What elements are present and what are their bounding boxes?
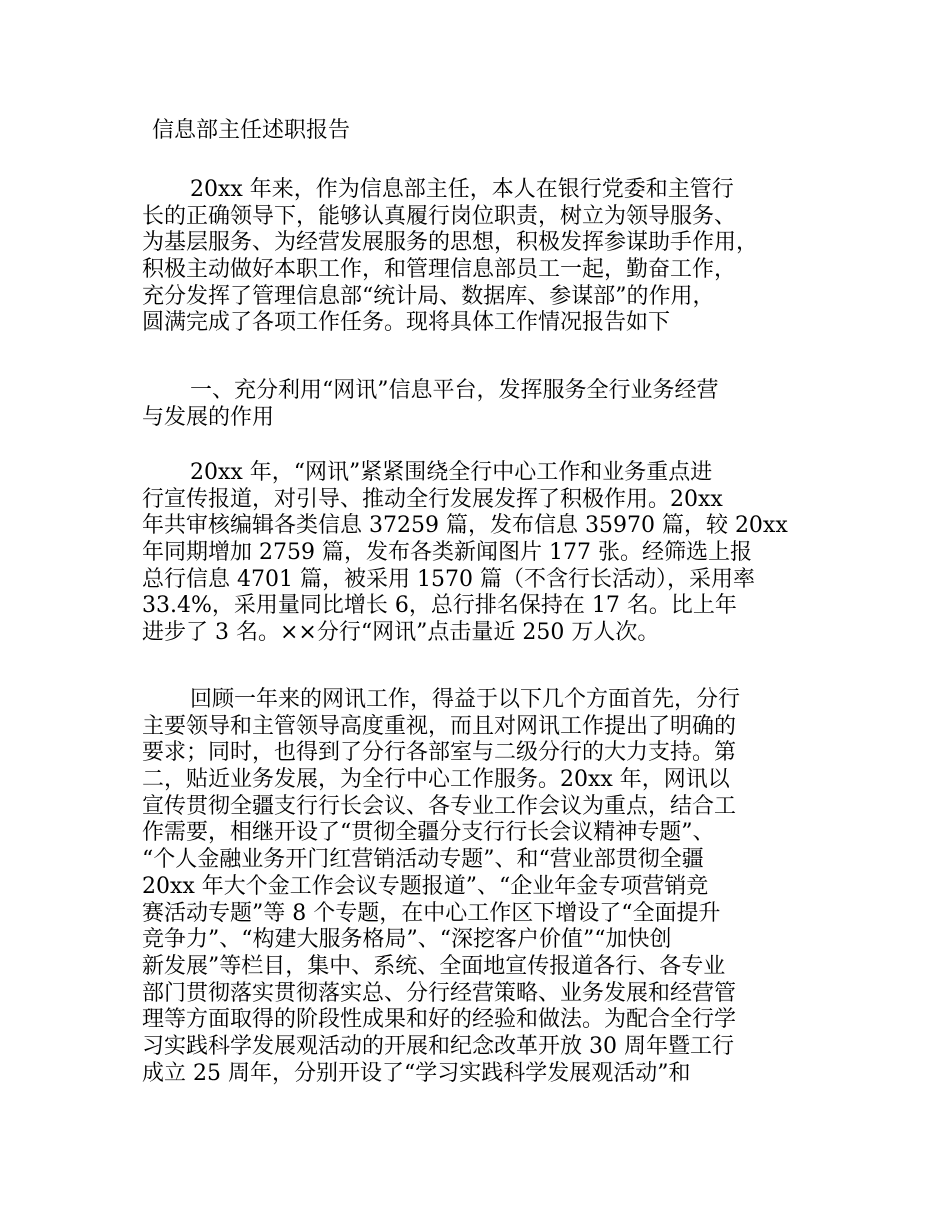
- paragraph-line: 20xx 年大个金工作会议专题报道”、“企业年金专项营销竞: [142, 873, 709, 899]
- paragraph-line: 充分发挥了管理信息部“统计局、数据库、参谋部”的作用，: [142, 283, 715, 309]
- paragraph-line: 为基层服务、为经营发展服务的思想，积极发挥参谋助手作用，: [142, 230, 759, 256]
- paragraph-statistics: [142, 460, 822, 647]
- paragraph-line: 主要领导和主管领导高度重视，而且对网讯工作提出了明确的: [142, 713, 737, 739]
- paragraph-line: 圆满完成了各项工作任务。现将具体工作情况报告如下: [142, 310, 671, 336]
- document-title: 信息部主任述职报告: [152, 118, 351, 143]
- paragraph-line: 成立 25 周年，分别开设了“学习实践科学发展观活动”和: [142, 1060, 691, 1086]
- paragraph-line: 回顾一年来的网讯工作，得益于以下几个方面首先，分行: [190, 687, 741, 712]
- paragraph-line: 部门贯彻落实贯彻落实总、分行经营策略、业务发展和经营管: [142, 980, 737, 1006]
- paragraph-line: 33.4%，采用量同比增长 6，总行排名保持在 17 名。比上年: [142, 593, 737, 619]
- paragraph-line: 作需要，相继开设了“贯彻全疆分支行行长会议精神专题”、: [142, 820, 715, 846]
- paragraph-line: 要求；同时，也得到了分行各部室与二级分行的大力支持。第: [142, 740, 737, 766]
- paragraph-review: [142, 687, 822, 1087]
- paragraph-line: 进步了 3 名。××分行“网讯”点击量近 250 万人次。: [142, 620, 660, 646]
- paragraph-line: 一、充分利用“网讯”信息平台，发挥服务全行业务经营: [190, 378, 719, 403]
- paragraph-introduction: [142, 177, 822, 337]
- paragraph-line: “个人金融业务开门红营销活动专题”、和“营业部贯彻全疆: [142, 847, 704, 873]
- paragraph-line: 竞争力”、“构建大服务格局”、“深挖客户价值”“加快创: [142, 927, 672, 953]
- paragraph-line: 20xx 年，“网讯”紧紧围绕全行中心工作和业务重点进: [190, 460, 713, 485]
- paragraph-line: 新发展”等栏目，集中、系统、全面地宣传报道各行、各专业: [142, 953, 726, 979]
- paragraph-line: 习实践科学发展观活动的开展和纪念改革开放 30 周年暨工行: [142, 1033, 734, 1059]
- paragraph-line: 积极主动做好本职工作，和管理信息部员工一起，勤奋工作，: [142, 257, 737, 283]
- paragraph-line: 行宣传报道，对引导、推动全行发展发挥了积极作用。20xx: [142, 486, 723, 512]
- paragraph-line: 二，贴近业务发展，为全行中心工作服务。20xx 年，网讯以: [142, 767, 730, 793]
- paragraph-line: 长的正确领导下，能够认真履行岗位职责，树立为领导服务、: [142, 203, 737, 229]
- paragraph-line: 年共审核编辑各类信息 37259 篇，发布信息 35970 篇，较 20xx: [142, 513, 788, 539]
- paragraph-line: 20xx 年来，作为信息部主任，本人在银行党委和主管行: [190, 177, 734, 202]
- paragraph-line: 年同期增加 2759 篇，发布各类新闻图片 177 张。经筛选上报: [142, 540, 752, 566]
- section-heading-one: [142, 378, 822, 431]
- paragraph-line: 宣传贯彻全疆支行行长会议、各专业工作会议为重点，结合工: [142, 793, 737, 819]
- paragraph-line: 理等方面取得的阶段性成果和好的经验和做法。为配合全行学: [142, 1007, 737, 1033]
- paragraph-line: 与发展的作用: [142, 404, 275, 430]
- paragraph-line: 总行信息 4701 篇，被采用 1570 篇（不含行长活动），采用率: [142, 566, 755, 592]
- paragraph-line: 赛活动专题”等 8 个专题，在中心工作区下增设了“全面提升: [142, 900, 721, 926]
